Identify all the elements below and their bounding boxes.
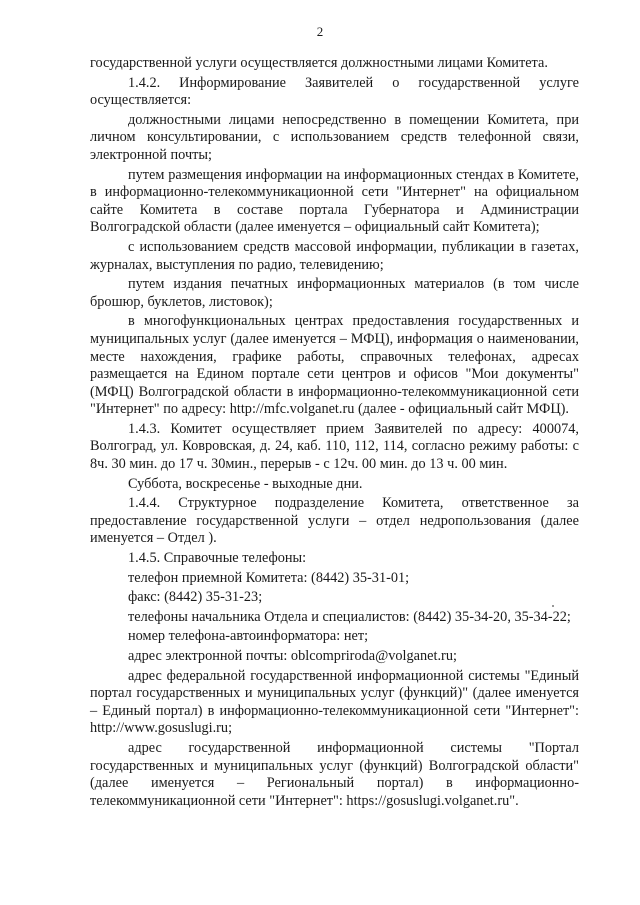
- paragraph-department-phones: телефоны начальника Отдела и специалистов: (8442) 35-34-20, 35-34-22;: [128, 608, 571, 625]
- paragraph-1-4-5: 1.4.5. Справочные телефоны:: [128, 550, 307, 567]
- page-number: 2: [316, 24, 324, 39]
- paragraph-unified-portal: адрес федеральной государственной информационной системы "Единый портал государственных и муниципальных услуг (функций)" (далее именуется – Единый портал) в информационно-телекоммуникационной сети "Интернет": http://www.gosuslugi.ru;: [90, 667, 579, 737]
- paragraph-1-4-3: 1.4.3. Комитет осуществляет прием Заявителей по адресу: 400074, Волгоград, ул. Ковровская, д. 24, каб. 110, 112, 114, согласно режиму работы: с 8ч. 30 мин. до 17 ч. 30мин., перерыв - с 12ч. 00 мин. до 13 ч. 00 мин.: [90, 420, 579, 473]
- paragraph-regional-portal: адрес государственной информационной системы "Портал государственных и муниципальных услуг (функций) Волгоградской области" (далее именуется – Региональный портал) в информационно-телекоммуникационной сети "Интернет": https://gosuslugi.volganet.ru".: [90, 739, 579, 809]
- paragraph-autoinformer: номер телефона-автоинформатора: нет;: [128, 628, 369, 645]
- paragraph-fax: факс: (8442) 35-31-23;: [128, 589, 263, 606]
- paragraph-reception-phone: телефон приемной Комитета: (8442) 35-31-01;: [128, 569, 410, 586]
- paragraph-1-4-4: 1.4.4. Структурное подразделение Комитета, ответственное за предоставление государственной услуги – отдел недропользования (далее именуется – Отдел ).: [90, 495, 579, 547]
- scan-speck: [552, 605, 554, 607]
- paragraph-stands-website: путем размещения информации на информационных стендах в Комитете, в информационно-телекоммуникационной сети "Интернет" на официальном сайте Комитета в составе портала Губернатора и Администрации Волгоградской области (далее именуется – официальный сайт Комитета);: [90, 166, 579, 236]
- paragraph-1-4-2: 1.4.2. Информирование Заявителей о государственной услуге осуществляется:: [90, 74, 579, 109]
- paragraph-officials: должностными лицами непосредственно в помещении Комитета, при личном консультировании, с использованием средств телефонной связи, электронной почты;: [90, 111, 579, 163]
- paragraph-printed-materials: путем издания печатных информационных материалов (в том числе брошюр, буклетов, листовок);: [90, 276, 579, 310]
- paragraph-weekend: Суббота, воскресенье - выходные дни.: [128, 475, 363, 492]
- paragraph-continuation: государственной услуги осуществляется должностными лицами Комитета.: [90, 55, 548, 71]
- paragraph-mfc: в многофункциональных центрах предоставления государственных и муниципальных услуг (далее именуется – МФЦ), информация о наименовании, месте нахождения, графике работы, справочных телефонах, адресах размещается на Едином портале сети центров и офисов "Мои документы" (МФЦ) Волгоградской области в информационно-телекоммуникационной сети "Интернет" по адресу: http://mfc.volganet.ru (далее - официальный сайт МФЦ).: [90, 313, 579, 418]
- paragraph-mass-media: с использованием средств массовой информации, публикации в газетах, журналах, выступления по радио, телевидению;: [90, 238, 579, 273]
- paragraph-email: адрес электронной почты: oblcompriroda@volganet.ru;: [128, 648, 457, 664]
- document-body: [90, 55, 579, 812]
